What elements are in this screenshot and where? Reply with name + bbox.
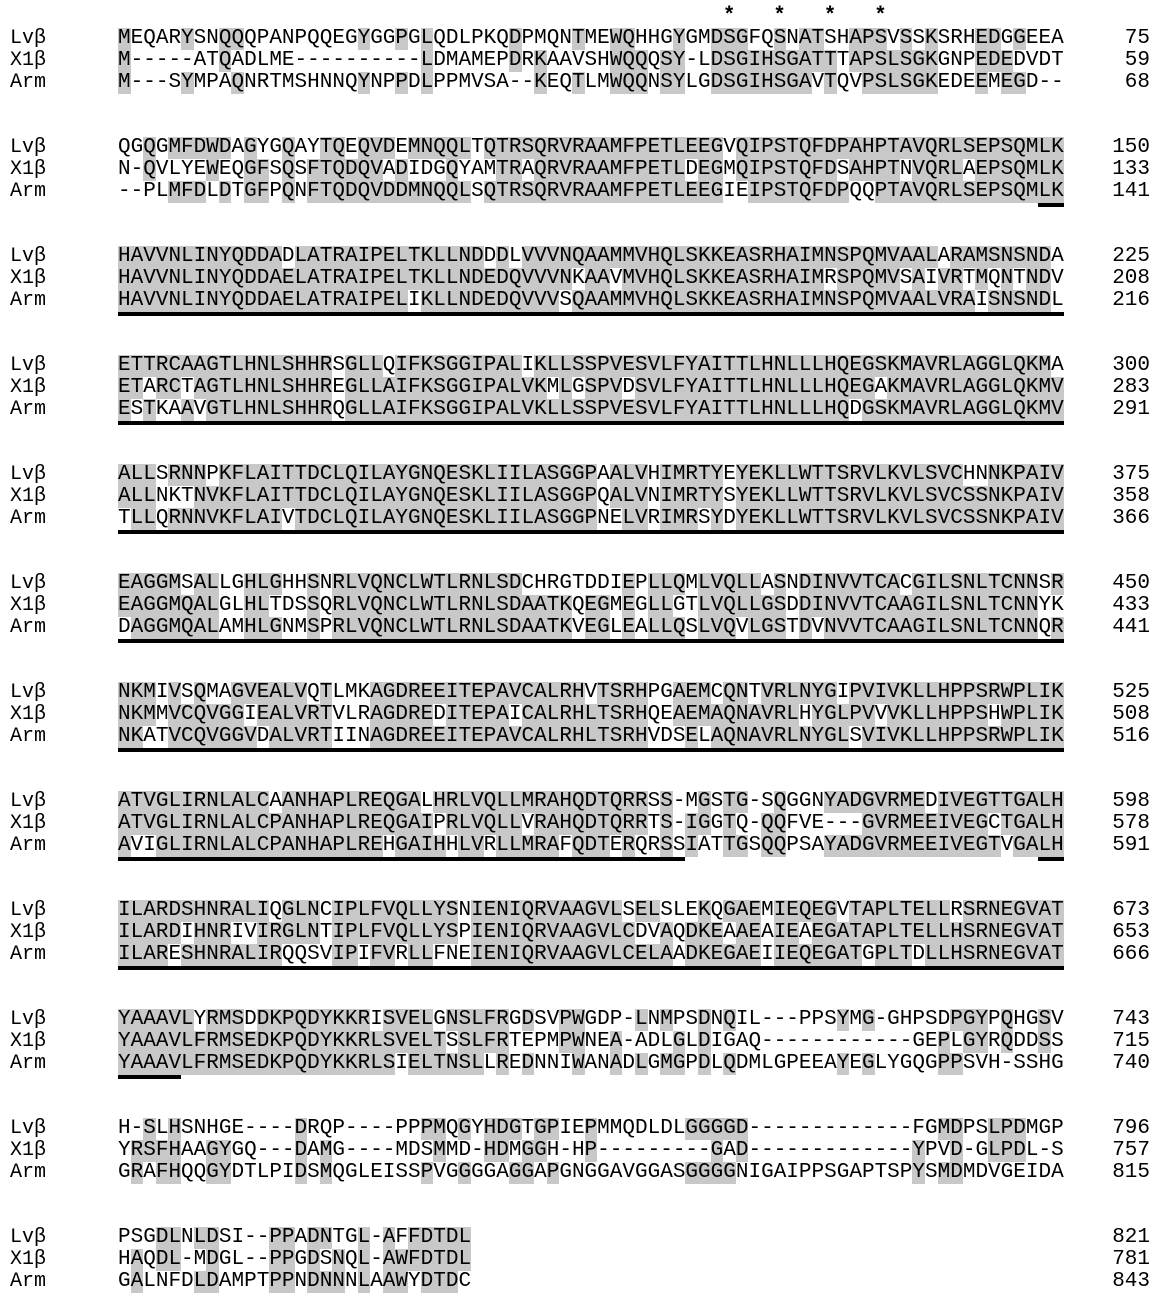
residue-end-number: 821 <box>1112 1226 1150 1249</box>
sequence-text: AVIGLIRNLALCPANHAPLREHGAIHHLVRLLMRAFQDTERQRSSIATTGSQQPSAYADGVRMEEIVEGTVGALH <box>118 835 1064 857</box>
residue-end-number: 516 <box>1112 725 1150 748</box>
residue-end-number: 578 <box>1112 812 1150 835</box>
alignment-block <box>10 573 1174 639</box>
alignment-row <box>10 944 1174 966</box>
conserved-residue-markers: * * * * <box>118 5 887 28</box>
sequence-text: MEQARYSNQQQPANPQQEGYGGPGLQDLPKQDPMQNTMEWQHHGYGMDSGFQSNATSHAPSVSSKSRHEDGGEEA <box>118 27 1064 50</box>
alignment-row <box>10 1140 1174 1162</box>
sequence-label: Lvβ <box>10 1226 47 1249</box>
residue-end-number: 283 <box>1112 376 1150 399</box>
alignment-block <box>10 246 1174 312</box>
alignment-row <box>10 682 1174 704</box>
sequence-text: ILARESHNRALIRQQSVIPIFVRLLFNEIENIQRVAAGVLCELAADKEGAEIIEQEGATGPLTDLLHSRNEGVAT <box>118 944 1064 966</box>
alignment-row <box>10 508 1174 530</box>
sequence-text: ALLSRNNPKFLAITTDCLQILAYGNQESKLIILASGGPAALVHIMRTYEYEKLLWTTSRVLKVLSVCHNNKPAIV <box>118 463 1064 486</box>
sequence-label: Lvβ <box>10 1008 47 1031</box>
alignment-row <box>10 486 1174 508</box>
sequence-text: ILARDIHNRIVIRGLNTIPLFVQLLYSPIENIQRVAAGVLCDVAQDKEAAEAIEAEGATAPLTELLHSRNEGVAT <box>118 921 1064 944</box>
sequence-text: PSGDLNLDSI--PPADNTGL-AFFDTDL <box>118 1226 472 1249</box>
sequence-text: M-----ATQADLME----------LDMAMEPDRKAAVSHWQQQSY-LDSGIHSGATTTAPSLSGKGNPEDEDVDT <box>118 49 1064 72</box>
residue-end-number: 757 <box>1112 1139 1150 1162</box>
alignment-block <box>10 6 1174 94</box>
sequence-text: YRSFHAAGYGQ---DAMG----MDSMMD-HDMGGH-HP---------GAD-------------YPVD-GLPDL-S <box>118 1139 1064 1162</box>
sequence-label: Arm <box>10 180 47 203</box>
sequence-label: X1β <box>10 1248 47 1271</box>
sequence-label: Lvβ <box>10 463 47 486</box>
alignment-row <box>10 726 1174 748</box>
alignment-block <box>10 791 1174 857</box>
alignment-row <box>10 159 1174 181</box>
sequence-label: X1β <box>10 158 47 181</box>
residue-end-number: 653 <box>1112 921 1150 944</box>
alignment-row <box>10 922 1174 944</box>
alignment-row <box>10 464 1174 486</box>
alignment-row <box>10 791 1174 813</box>
alignment-row <box>10 704 1174 726</box>
residue-end-number: 216 <box>1112 289 1150 312</box>
alignment-block <box>10 900 1174 966</box>
residue-end-number: 740 <box>1112 1052 1150 1075</box>
sequence-text: YAAAVLYRMSDDKPQDYKKRISVELGNSLFRGDSVPWGDP-LNMPSDNQIL---PPSYMG-GHPSDPGYPQHGSV <box>118 1008 1064 1031</box>
sequence-label: Arm <box>10 1052 47 1075</box>
alignment-row <box>10 617 1174 639</box>
alignment-block <box>10 355 1174 421</box>
alignment-block <box>10 1009 1174 1075</box>
sequence-text: N-QVLYEWEQGFSQSFTQDQVADIDGQYAMTRAQRVRAAMFPETLDEGMQIPSTQFDSAHPTNVQRLAEPSQMLK <box>118 158 1064 181</box>
alignment-row <box>10 835 1174 857</box>
sequence-label: Arm <box>10 834 47 857</box>
alignment-row <box>10 573 1174 595</box>
sequence-text: YAAAVLFRMSEDKPQDYKKRLSIELTNSLLREDNNIWANADLGMGPDLQDMLGPEEAYEGLYGQGPPSVH-SSHG <box>118 1053 1064 1075</box>
alignment-row <box>10 1227 1174 1249</box>
alignment-block <box>10 464 1174 530</box>
residue-end-number: 358 <box>1112 485 1150 508</box>
sequence-text: H-SLHSNHGE----DRQP----PPPMQGYHDGTGPIEPMMQDLDLGGGGD-------------FGMDPSLPDMGP <box>118 1117 1064 1140</box>
sequence-label: Arm <box>10 71 47 94</box>
residue-end-number: 375 <box>1112 463 1150 486</box>
alignment-row <box>10 900 1174 922</box>
residue-end-number: 743 <box>1112 1008 1150 1031</box>
sequence-text: ESTKAAVGTLHNLSHHRQGLLAIFKSGGIPALVKLLSSPVESVLFYAITTLHNLLLHQDGSKMAVRLAGGLQKMV <box>118 399 1064 421</box>
residue-end-number: 598 <box>1112 790 1150 813</box>
residue-end-number: 366 <box>1112 507 1150 530</box>
sequence-text: YAAAVLFRMSEDKPQDYKKRLSVELTSSLFRTEPMPWNEA-ADLGLDIGAQ------------GEPLGYRQDDSS <box>118 1030 1064 1053</box>
alignment-row <box>10 50 1174 72</box>
sequence-text: QGQGMFDWDAGYGQAYTQEQVDEMNQQLTQTRSQRVRAAMFPETLEEGVQIPSTQFDPAHPTAVQRLSEPSQMLK <box>118 136 1064 159</box>
sequence-label: Lvβ <box>10 899 47 922</box>
sequence-text: ATVGLIRNLALCPANHAPLREQGAIPRLVQLLVRAHQDTQRRTS-IGGTQ-QQFVE---GVRMEEIVEGCTGALH <box>118 812 1064 835</box>
alignment-row <box>10 377 1174 399</box>
sequence-text: TLLQRNNVKFLAIVTDCLQILAYGNQESKLIILASGGPNELVRIMRSYDYEKLLWTTSRVLKVLSVCSSNKPAIV <box>118 508 1064 530</box>
sequence-text: ALLNKTNVKFLAITTDCLQILAYGNQESKLIILASGGPQALVNIMRTYSYEKLLWTTSRVLKVLSVCSSNKPAIV <box>118 485 1064 508</box>
residue-end-number: 591 <box>1112 834 1150 857</box>
residue-end-number: 141 <box>1112 180 1150 203</box>
residue-end-number: 291 <box>1112 398 1150 421</box>
sequence-text: DAGGMQALAMHLGNMSPRLVQNCLWTLRNLSDAATKVEGLEALLQSLVQVLGSTDVNVVTCAAGILSNLTCNNQR <box>118 617 1064 639</box>
residue-end-number: 666 <box>1112 943 1150 966</box>
sequence-text: ETTRCAAGTLHNLSHHRSGLLQIFKSGGIPALIKLLSSPVESVLFYAITTLHNLLLHQEGSKMAVRLAGGLQKMA <box>118 354 1064 377</box>
sequence-label: Lvβ <box>10 790 47 813</box>
residue-end-number: 843 <box>1112 1270 1150 1293</box>
conserved-residue-marker-row <box>10 6 1174 28</box>
alignment-row <box>10 1118 1174 1140</box>
alignment-row <box>10 1271 1174 1293</box>
sequence-label: X1β <box>10 594 47 617</box>
alignment-row <box>10 246 1174 268</box>
sequence-label: Lvβ <box>10 245 47 268</box>
residue-end-number: 208 <box>1112 267 1150 290</box>
sequence-text: ETARCTAGTLHNLSHHREGLLAIFKSGGIPALVKMLGSPVDSVLFYAITTLHNLLLHQEGAKMAVRLAGGLQKMV <box>118 376 1064 399</box>
sequence-text: HAQDL-MDGL--PPGDSNQL-AWFDTDL <box>118 1248 472 1271</box>
alignment-row <box>10 181 1174 203</box>
alignment-row <box>10 399 1174 421</box>
sequence-label: Lvβ <box>10 1117 47 1140</box>
alignment-row <box>10 72 1174 94</box>
residue-end-number: 75 <box>1124 27 1150 50</box>
sequence-text: NKMMVCQVGGIEALVRTVLRAGDREDITEPAICALRHLTSRHQEAEMAQNAVRLHYGLPVVVKLLHPPSHWPLIK <box>118 703 1064 726</box>
sequence-label: Lvβ <box>10 572 47 595</box>
sequence-label: X1β <box>10 49 47 72</box>
alignment-row <box>10 595 1174 617</box>
sequence-label: Arm <box>10 616 47 639</box>
sequence-label: Arm <box>10 507 47 530</box>
residue-end-number: 781 <box>1112 1248 1150 1271</box>
residue-end-number: 715 <box>1112 1030 1150 1053</box>
alignment-row <box>10 813 1174 835</box>
sequence-label: Arm <box>10 1161 47 1184</box>
residue-end-number: 225 <box>1112 245 1150 268</box>
sequence-label: X1β <box>10 812 47 835</box>
sequence-label: X1β <box>10 1030 47 1053</box>
residue-end-number: 525 <box>1112 681 1150 704</box>
alignment-row <box>10 1249 1174 1271</box>
residue-end-number: 441 <box>1112 616 1150 639</box>
sequence-label: X1β <box>10 921 47 944</box>
residue-end-number: 68 <box>1124 71 1150 94</box>
sequence-label: X1β <box>10 703 47 726</box>
alignment-row <box>10 355 1174 377</box>
residue-end-number: 450 <box>1112 572 1150 595</box>
sequence-text: HAVVNLINYQDDAELATRAIPELIKLLNDEDQVVVSQAAMMVHQLSKKEASRHAIMNSPQMVAALVRAISNSNDL <box>118 290 1064 312</box>
sequence-text: GRAFHQQGYDTLPIDSMQGLEISSPVGGGGAGGAPGNGGAVGGASGGGGNIGAIPPSGAPTSPYSMDMDVGEIDA <box>118 1161 1064 1184</box>
alignment-row <box>10 268 1174 290</box>
alignment-block <box>10 682 1174 748</box>
alignment-row <box>10 137 1174 159</box>
residue-end-number: 300 <box>1112 354 1150 377</box>
residue-end-number: 59 <box>1124 49 1150 72</box>
sequence-label: Arm <box>10 943 47 966</box>
alignment-row <box>10 1009 1174 1031</box>
marker-row-spacer <box>10 6 118 28</box>
alignment-block <box>10 137 1174 203</box>
sequence-label: X1β <box>10 267 47 290</box>
sequence-label: Lvβ <box>10 681 47 704</box>
sequence-text: NKATVCQVGGVDALVRTIINAGDREEITEPAVCALRHLTSRHVDSELAQNAVRLNYGLSVIVKLLHPPSRWPLIK <box>118 726 1064 748</box>
residue-end-number: 796 <box>1112 1117 1150 1140</box>
sequence-text: NKMIVSQMAGVEALVQTLMKAGDREEITEPAVCALRHVTSRHPGAEMCQNTVRLNYGIPVIVKLLHPPSRWPLIK <box>118 681 1064 704</box>
sequence-label: X1β <box>10 1139 47 1162</box>
sequence-label: Arm <box>10 1270 47 1293</box>
sequence-label: Lvβ <box>10 136 47 159</box>
alignment-row <box>10 1162 1174 1184</box>
alignment-row <box>10 1031 1174 1053</box>
sequence-text: HAVVNLINYQDDADLATRAIPELTKLLNDDDLVVVNQAAMMVHQLSKKEASRHAIMNSPQMVAALARAMSNSNDA <box>118 245 1064 268</box>
alignment-row <box>10 28 1174 50</box>
residue-end-number: 815 <box>1112 1161 1150 1184</box>
residue-end-number: 433 <box>1112 594 1150 617</box>
sequence-label: X1β <box>10 376 47 399</box>
sequence-text: --PLMFDLDTGFPQNFTQDQVDDMNQQLSQTRSQRVRAAMFPETLEEGIEIPSTQFDPQQPTAVQRLSEPSQMLK <box>118 181 1064 203</box>
sequence-text: EAGGMQALGLHLTDSSQRLVQNCLWTLRNLSDAATKQEGMEGLLGTLVQLLGSDDINVVTCAAGILSNLTCNNYK <box>118 594 1064 617</box>
sequence-label: Lvβ <box>10 354 47 377</box>
alignment-row <box>10 1053 1174 1075</box>
alignment-block <box>10 1227 1174 1293</box>
residue-end-number: 133 <box>1112 158 1150 181</box>
sequence-label: Arm <box>10 725 47 748</box>
sequence-text: M---SYMPAQNRTMSHNNQYNPPDLPPMVSA--KEQTLMWQQNSYLGDSGIHSGAVTQVPSLSGKEDEEMEGD-- <box>118 71 1064 94</box>
sequence-text: GALNFDLDAMPTPPNDNNNLAAWYDTDC <box>118 1270 472 1293</box>
alignment-row <box>10 290 1174 312</box>
sequence-text: HAVVNLINYQDDAELATRAIPELTKLLNDEDQVVVNKAAVMVHQLSKKEASRHAIMRSPQMVSAIVRTMQNTNDV <box>118 267 1064 290</box>
sequence-label: Lvβ <box>10 27 47 50</box>
sequence-label: Arm <box>10 398 47 421</box>
alignment-block <box>10 1118 1174 1184</box>
residue-end-number: 673 <box>1112 899 1150 922</box>
sequence-text: ATVGLIRNLALCAANHAPLREQGALHRLVQLLMRAHQDTQRRSS-MGSTG-SQGGNYADGVRMEDIVEGTTGALH <box>118 790 1064 813</box>
sequence-label: X1β <box>10 485 47 508</box>
sequence-text: ILARDSHNRALIQGLNCIPLFVQLLYSNIENIQRVAAGVLSELSLEKQGAEMIEQEGVTAPLTELLRSRNEGVAT <box>118 899 1064 922</box>
residue-end-number: 508 <box>1112 703 1150 726</box>
residue-end-number: 150 <box>1112 136 1150 159</box>
sequence-text: EAGGMSALLGHLGHHSNRLVQNCLWTLRNLSDCHRGTDDIEPLLQMLVQLLASNDINVVTCACGILSNLTCNNSR <box>118 572 1064 595</box>
sequence-label: Arm <box>10 289 47 312</box>
